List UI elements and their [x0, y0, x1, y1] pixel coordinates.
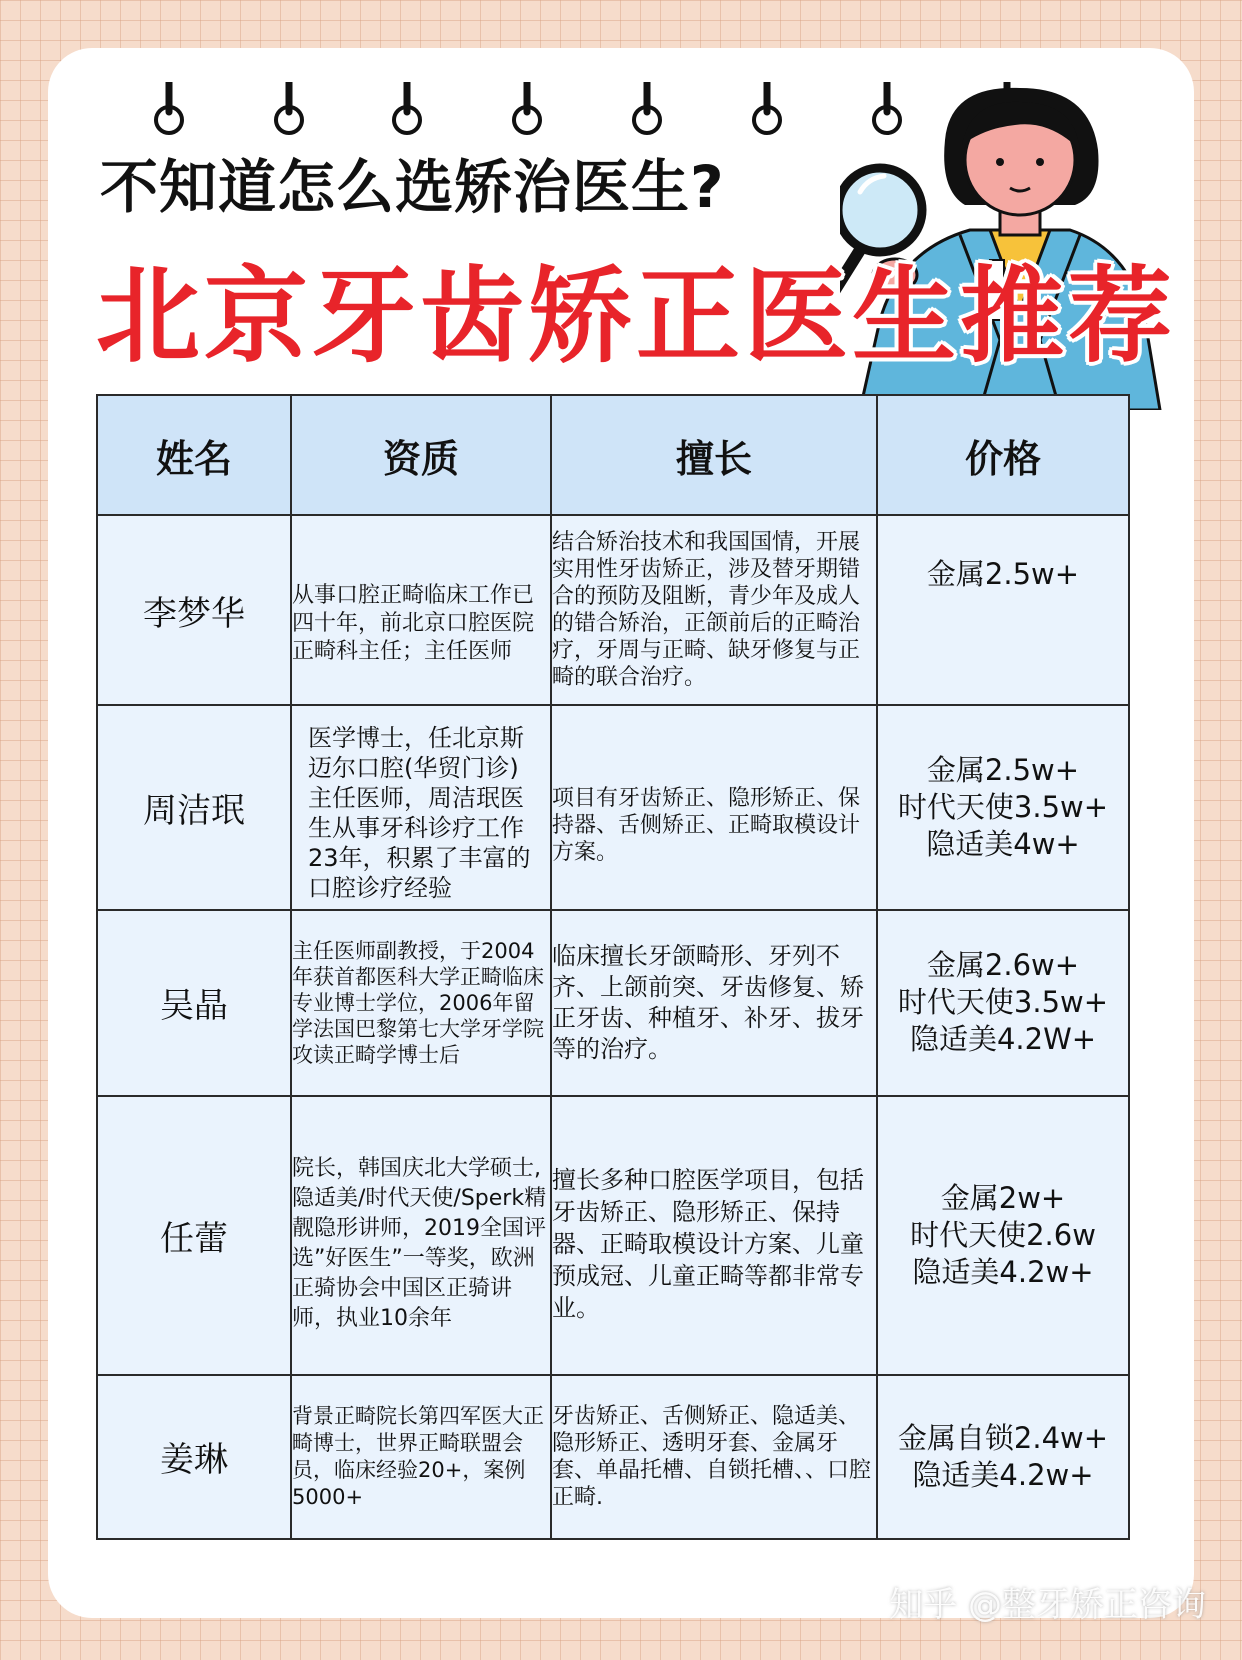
doctor-qualification: 医学博士，任北京斯迈尔口腔(华贸门诊)主任医师，周洁珉医生从事牙科诊疗工作23年，积累了丰富的口腔诊疗经验	[291, 705, 551, 909]
doctor-price	[877, 910, 1129, 1096]
doctor-price	[877, 705, 1129, 909]
doctor-name: 姜琳	[97, 1375, 291, 1539]
doctor-name: 吴晶	[97, 910, 291, 1096]
column-header-name: 姓名	[97, 395, 291, 515]
watermark: 知乎 @整牙矫正咨询	[889, 1585, 1206, 1625]
table-row	[97, 1375, 1129, 1539]
price-line: 隐适美4.2w+	[912, 1457, 1094, 1492]
doctor-price	[877, 1096, 1129, 1375]
doctor-table	[96, 394, 1130, 1540]
doctor-specialty: 项目有牙齿矫正、隐形矫正、保持器、舌侧矫正、正畸取模设计方案。	[551, 705, 877, 909]
binder-ring-icon	[502, 82, 552, 142]
table-row	[97, 910, 1129, 1096]
price-line: 隐适美4w+	[926, 827, 1080, 862]
price-line: 金属2.6w+	[926, 948, 1080, 983]
price-line: 金属2.5w+	[926, 557, 1080, 591]
column-header-specialty: 擅长	[551, 395, 877, 515]
table-row	[97, 705, 1129, 909]
binder-ring-icon	[264, 82, 314, 142]
price-line: 隐适美4.2w+	[912, 1254, 1094, 1289]
table-row	[97, 1096, 1129, 1375]
doctor-qualification: 院长，韩国庆北大学硕士,隐适美/时代天使/Sperk精靓隐形讲师，2019全国评选”好医生”一等奖，欧洲正骑协会中国区正骑讲师，执业10余年	[291, 1096, 551, 1375]
binder-ring-icon	[742, 82, 792, 142]
doctor-name: 周洁珉	[97, 705, 291, 909]
doctor-name: 任蕾	[97, 1096, 291, 1375]
doctor-price	[877, 515, 1129, 705]
doctor-qualification: 背景正畸院长第四军医大正畸博士，世界正畸联盟会员，临床经验20+，案例5000+	[291, 1375, 551, 1539]
doctor-qualification: 主任医师副教授，于2004年获首都医科大学正畸临床专业博士学位，2006年留学法国巴黎第七大学牙学院攻读正畸学博士后	[291, 910, 551, 1096]
column-header-qualification: 资质	[291, 395, 551, 515]
table-row	[97, 515, 1129, 705]
price-line: 时代天使2.6w	[910, 1217, 1096, 1252]
doctor-qualification: 从事口腔正畸临床工作已四十年，前北京口腔医院正畸科主任；主任医师	[291, 515, 551, 705]
binder-ring-icon	[144, 82, 194, 142]
page-title: 北京牙齿矫正医生推荐	[96, 255, 1177, 377]
binder-ring-icon	[382, 82, 432, 142]
price-line: 金属2w+	[940, 1180, 1066, 1215]
doctor-specialty: 牙齿矫正、舌侧矫正、隐适美、隐形矫正、透明牙套、金属牙套、单晶托槽、自锁托槽、、口腔正畸.	[551, 1375, 877, 1539]
doctor-specialty: 结合矫治技术和我国国情，开展实用性牙齿矫正，涉及替牙期错合的预防及阻断，青少年及成人的错合矫治，正颌前后的正畸治疗，牙周与正畸、缺牙修复与正畸的联合治疗。	[551, 515, 877, 705]
price-line: 金属自锁2.4w+	[897, 1420, 1109, 1455]
price-line: 隐适美4.2W+	[909, 1022, 1097, 1057]
doctor-name: 李梦华	[97, 515, 291, 705]
doctor-specialty: 临床擅长牙颌畸形、牙列不齐、上颌前突、牙齿修复、矫正牙齿、种植牙、补牙、拔牙等的治疗。	[551, 910, 877, 1096]
binder-ring-icon	[622, 82, 672, 142]
price-line: 时代天使3.5w+	[897, 790, 1109, 825]
doctor-specialty: 擅长多种口腔医学项目，包括牙齿矫正、隐形矫正、保持器、正畸取模设计方案、儿童预成冠、儿童正畸等都非常专业。	[551, 1096, 877, 1375]
price-line: 金属2.5w+	[926, 753, 1080, 788]
column-header-price: 价格	[877, 395, 1129, 515]
page-subtitle: 不知道怎么选矫治医生?	[100, 153, 725, 221]
doctor-price	[877, 1375, 1129, 1539]
price-line: 时代天使3.5w+	[897, 985, 1109, 1020]
table-header-row	[97, 395, 1129, 515]
